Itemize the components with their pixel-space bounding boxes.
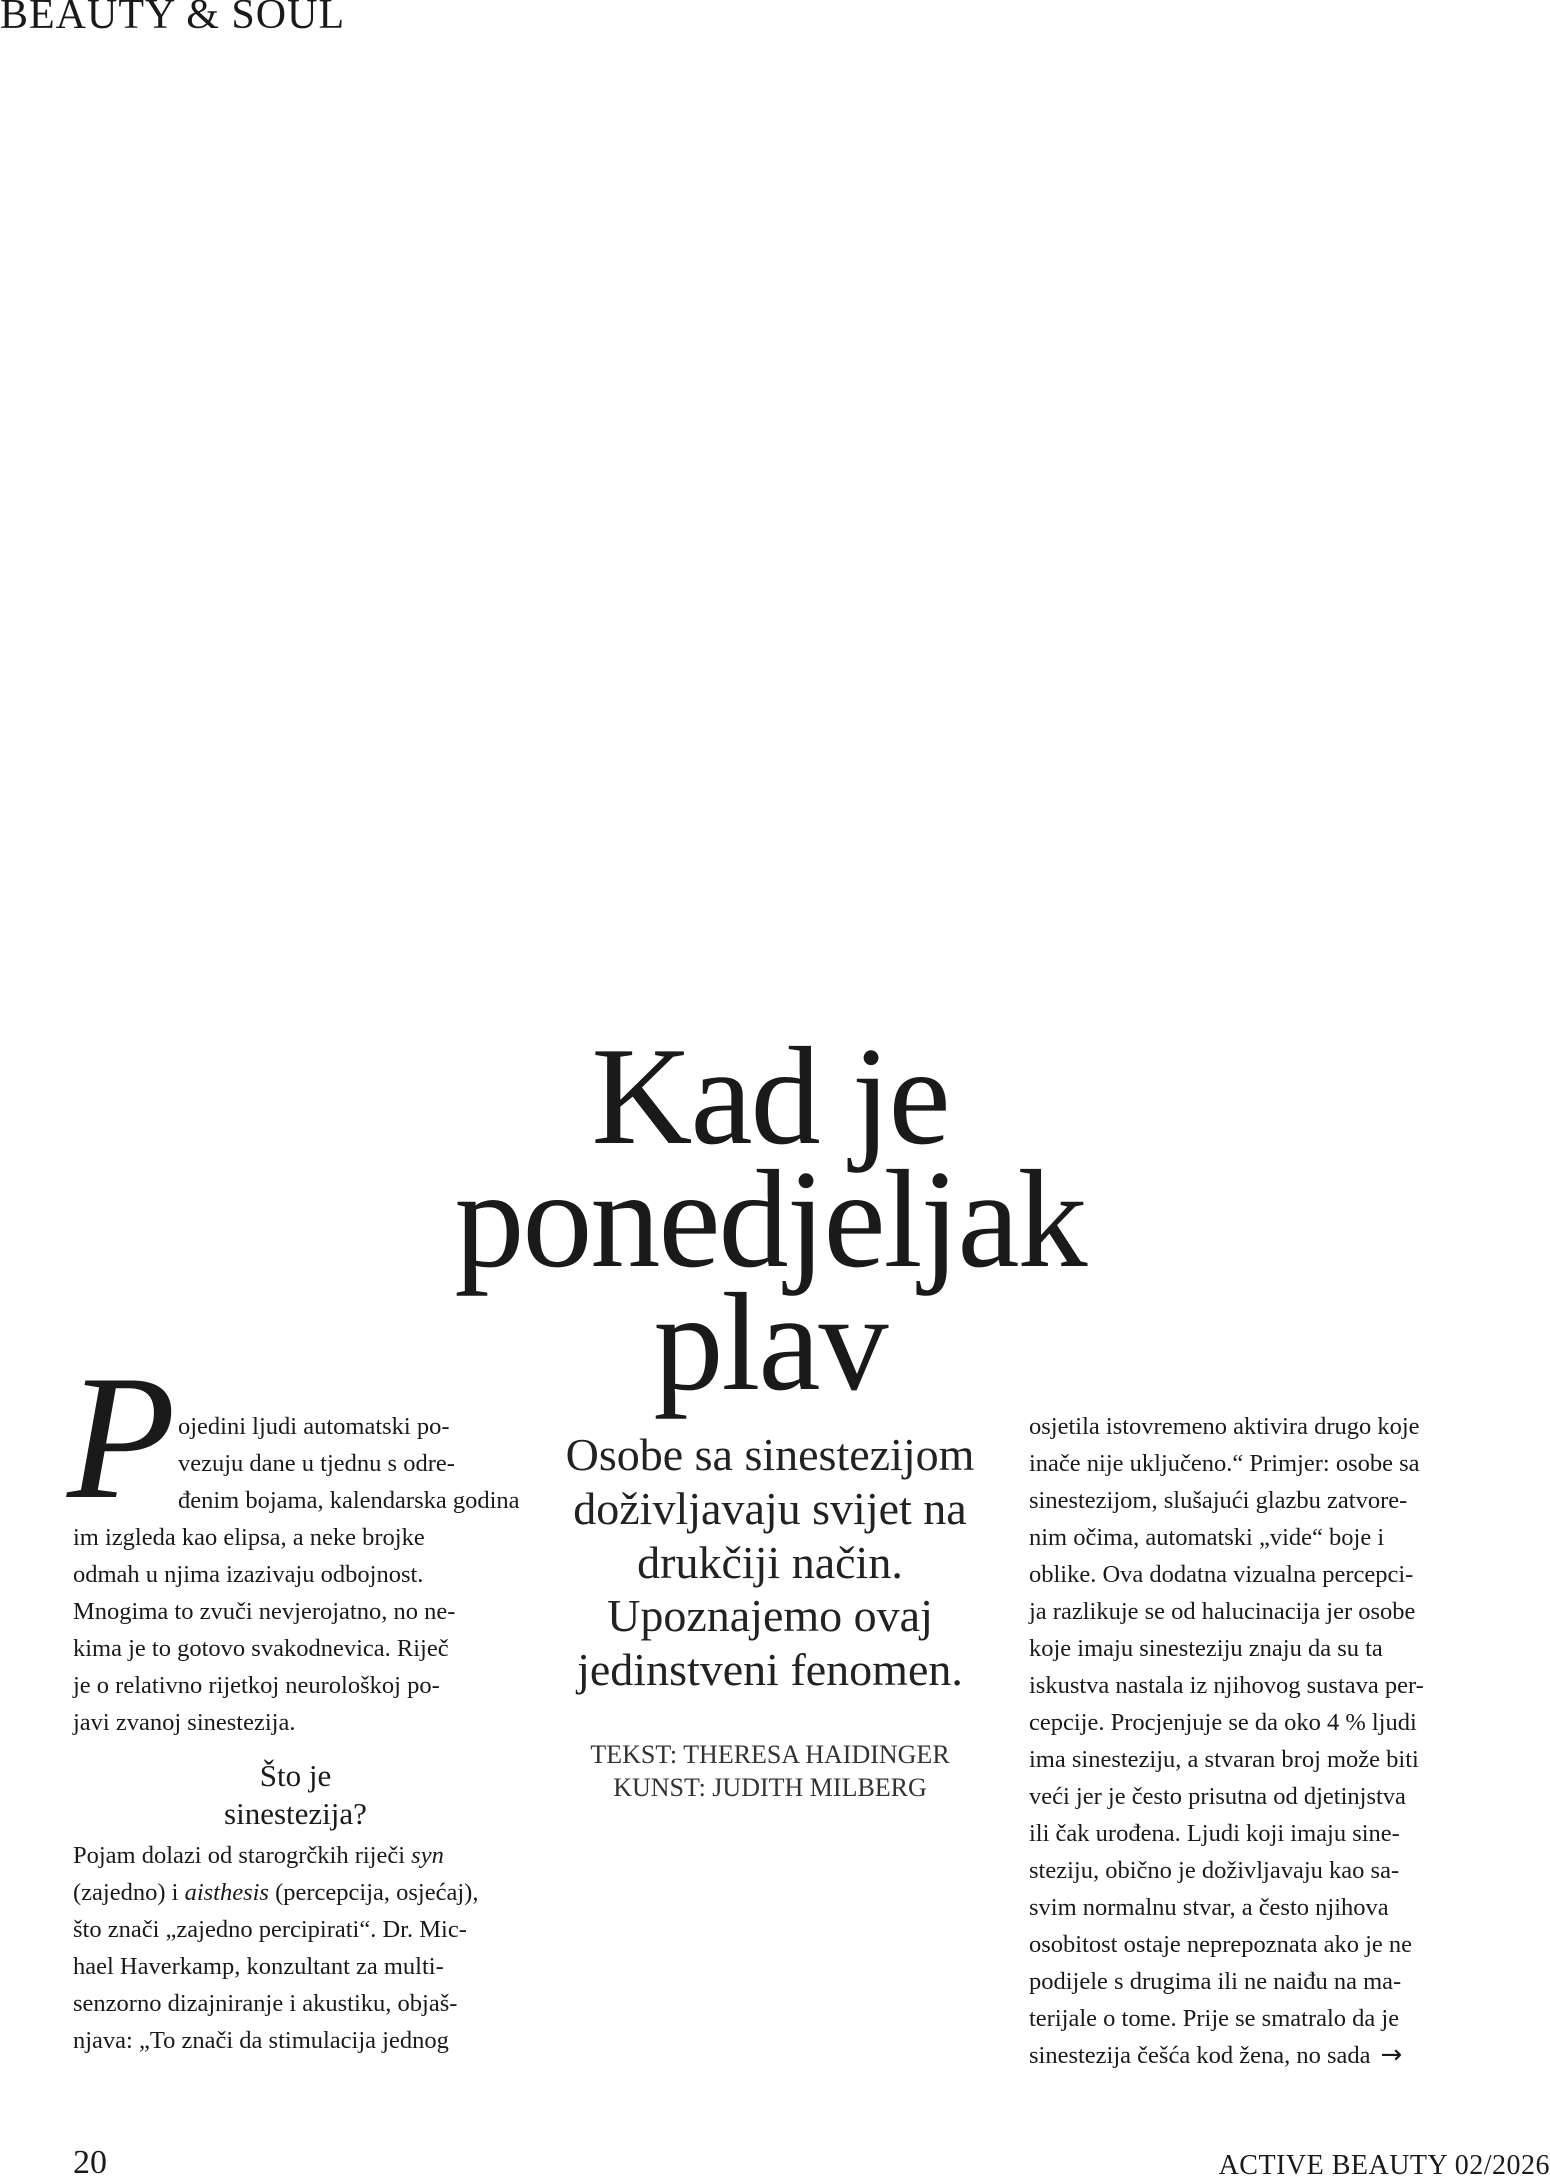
body-line: hael Haverkamp, konzultant za multi-	[73, 1953, 444, 1980]
author-credit: TEKST: THERESA HAIDINGER	[590, 1740, 950, 1769]
text-column-right	[1029, 1408, 1474, 2074]
body-line: što znači „zajedno percipirati“. Dr. Mic-	[73, 1916, 467, 1943]
body-line: kima je to gotovo svakodnevica. Riječ	[73, 1635, 449, 1662]
arrow-right-icon: →	[1380, 2040, 1403, 2070]
article-dek	[540, 1428, 1000, 1697]
dek-line: jedinstveni fenomen.	[577, 1644, 963, 1696]
body-line: oblike. Ova dodatna vizualna percepci-	[1029, 1561, 1414, 1588]
body-line: cepcije. Procjenjuje se da oko 4 % ljudi	[1029, 1709, 1417, 1736]
body-line: ima sinesteziju, a stvaran broj može biti	[1029, 1746, 1419, 1773]
headline-line: ponedjeljak	[454, 1142, 1086, 1298]
body-line: inače nije uključeno.“ Primjer: osobe sa	[1029, 1450, 1420, 1477]
body-line	[73, 1874, 518, 1911]
body-line: senzorno dizajniranje i akustiku, objaš-	[73, 1990, 458, 2017]
magazine-issue: ACTIVE BEAUTY 02/2026	[1218, 2150, 1550, 2181]
dek-line: doživljavaju svijet na	[573, 1482, 967, 1534]
dek-line: Osobe sa sinestezijom	[565, 1429, 975, 1480]
body-text: sinestezija češća kod žena, no sada	[1029, 2042, 1371, 2069]
subheading	[73, 1757, 518, 1833]
body-line: svim normalnu stvar, a često njihova	[1029, 1894, 1389, 1921]
subheading-line: sinestezija?	[224, 1796, 367, 1831]
body-line: njava: „To znači da stimulacija jednog	[73, 2027, 449, 2054]
body-line: osjetila istovremeno aktivira drugo koje	[1029, 1413, 1420, 1440]
body-line: sinestezijom, slušajući glazbu zatvore-	[1029, 1487, 1408, 1514]
body-line: vezuju dane u tjednu s odre-	[178, 1450, 455, 1477]
body-line: terijale o tome. Prije se smatralo da je	[1029, 2005, 1400, 2032]
italic-term: aisthesis	[184, 1879, 269, 1906]
body-line: đenim bojama, kalendarska godina	[178, 1487, 520, 1514]
dek-line: drukčiji način.	[637, 1536, 903, 1588]
body-line: steziju, obično je doživljavaju kao sa-	[1029, 1857, 1400, 1884]
body-text: (percepcija, osjećaj),	[268, 1879, 479, 1906]
body-line: podijele s drugima ili ne naiđu na ma-	[1029, 1968, 1402, 1995]
subheading-line: Što je	[259, 1758, 332, 1793]
body-line: javi zvanoj sinestezija.	[73, 1709, 296, 1736]
body-line: ja razlikuje se od halucinacija jer osobe	[1029, 1598, 1416, 1625]
dek-line: Upoznajemo ovaj	[607, 1590, 933, 1642]
headline-line: Kad je	[591, 1019, 949, 1174]
text-column-left	[67, 1338, 520, 2059]
body-line: je o relativno rijetkoj neurološkoj po-	[73, 1672, 440, 1699]
body-line: veći jer je često prisutna od djetinjstva	[1029, 1783, 1406, 1810]
body-line: nim očima, automatski „vide“ boje i	[1029, 1524, 1385, 1551]
body-text: Pojam dolazi od starogrčkih riječi	[73, 1842, 412, 1869]
body-line: im izgleda kao elipsa, a neke brojke	[73, 1524, 425, 1551]
body-line: odmah u njima izazivaju odbojnost.	[73, 1561, 424, 1588]
article-credits	[540, 1738, 1000, 1805]
drop-cap: P	[67, 1338, 176, 1536]
body-line: ili čak urođena. Ljudi koji imaju sine-	[1029, 1820, 1400, 1847]
body-line: koje imaju sinesteziju znaju da su ta	[1029, 1635, 1383, 1662]
body-line	[1029, 2037, 1474, 2074]
headline-line: plav	[653, 1265, 887, 1421]
body-line: iskustva nastala iz njihovog sustava per-	[1029, 1672, 1424, 1699]
body-line: ojedini ljudi automatski po-	[178, 1413, 450, 1440]
art-credit: KUNST: JUDITH MILBERG	[613, 1773, 927, 1803]
body-line: Mnogima to zvuči nevjerojatno, no ne-	[73, 1598, 456, 1625]
body-line	[73, 1837, 518, 1874]
page-number: 20	[73, 2144, 107, 2181]
body-line: osobitost ostaje neprepoznata ako je ne	[1029, 1931, 1413, 1958]
article-headline	[380, 1019, 1160, 1421]
body-text: (zajedno) i	[73, 1879, 185, 1906]
italic-term: syn	[411, 1842, 444, 1869]
section-label: BEAUTY & SOUL	[0, 0, 346, 38]
